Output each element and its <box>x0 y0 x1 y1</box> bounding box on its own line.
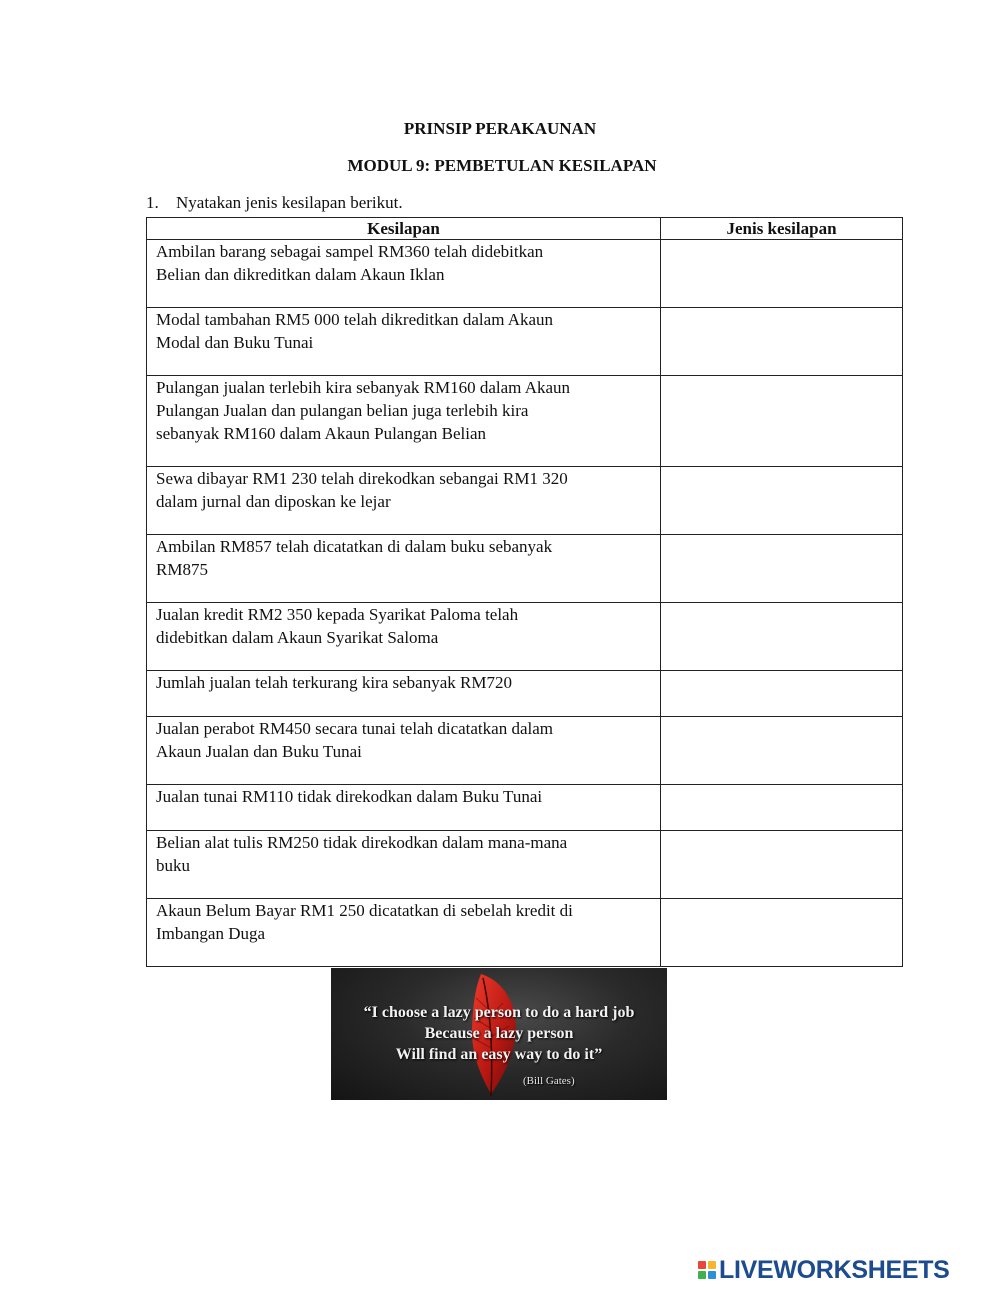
error-type-input[interactable] <box>661 852 902 878</box>
table-row <box>147 831 903 899</box>
table-row <box>147 240 903 308</box>
error-description-line: Ambilan barang sebagai sampel RM360 telah didebitkan <box>156 242 544 261</box>
table-row <box>147 671 903 717</box>
error-type-cell <box>661 240 903 308</box>
error-description-line: RM875 <box>156 560 208 579</box>
table-row <box>147 535 903 603</box>
column-header-jenis-kesilapan: Jenis kesilapan <box>661 218 903 240</box>
error-description-line: Sewa dibayar RM1 230 telah direkodkan sebangai RM1 320 <box>156 469 568 488</box>
error-type-cell <box>661 376 903 467</box>
error-type-input[interactable] <box>661 556 902 582</box>
error-description-line: didebitkan dalam Akaun Syarikat Saloma <box>156 628 439 647</box>
module-title: MODUL 9: PEMBETULAN KESILAPAN <box>347 156 657 175</box>
error-type-cell <box>661 308 903 376</box>
error-description-line: Belian dan dikreditkan dalam Akaun Iklan <box>156 265 445 284</box>
error-type-cell <box>661 467 903 535</box>
quote-line: Will find an easy way to do it” <box>395 1046 603 1063</box>
quote-line: Because a lazy person <box>424 1025 574 1042</box>
table-row <box>147 603 903 671</box>
table-header-row <box>147 218 903 240</box>
error-description <box>147 831 661 899</box>
error-description-line: Ambilan RM857 telah dicatatkan di dalam buku sebanyak <box>156 537 553 556</box>
table-row <box>147 785 903 831</box>
error-type-cell <box>661 603 903 671</box>
error-type-cell <box>661 899 903 967</box>
error-type-cell <box>661 717 903 785</box>
liveworksheets-logo-icon <box>698 1261 716 1279</box>
error-description <box>147 899 661 967</box>
error-type-input[interactable] <box>661 920 902 946</box>
error-description-line: Akaun Jualan dan Buku Tunai <box>156 742 362 761</box>
error-description-line: Pulangan Jualan dan pulangan belian juga terlebih kira <box>156 401 529 420</box>
table-row <box>147 376 903 467</box>
error-type-input[interactable] <box>661 488 902 514</box>
error-type-cell <box>661 785 903 831</box>
table-row <box>147 899 903 967</box>
error-type-cell <box>661 671 903 717</box>
error-type-input[interactable] <box>661 408 902 434</box>
error-description-line: Belian alat tulis RM250 tidak direkodkan dalam mana-mana <box>156 833 568 852</box>
error-description-line: Jualan tunai RM110 tidak direkodkan dalam Buku Tunai <box>156 787 543 806</box>
error-description-line: Imbangan Duga <box>156 924 266 943</box>
error-description <box>147 603 661 671</box>
error-type-input[interactable] <box>661 624 902 650</box>
column-header-kesilapan: Kesilapan <box>147 218 661 240</box>
error-description <box>147 717 661 785</box>
error-description <box>147 240 661 308</box>
errors-table <box>146 217 903 967</box>
question-number: 1. <box>146 193 159 212</box>
quote-image <box>331 968 667 1100</box>
error-description-line: dalam jurnal dan diposkan ke lejar <box>156 492 391 511</box>
error-description-line: Jualan kredit RM2 350 kepada Syarikat Paloma telah <box>156 605 519 624</box>
question-1 <box>146 193 403 213</box>
table-row <box>147 717 903 785</box>
error-type-input[interactable] <box>661 261 902 287</box>
quote-text <box>331 1002 667 1065</box>
error-type-input[interactable] <box>661 738 902 764</box>
question-text: Nyatakan jenis kesilapan berikut. <box>176 193 403 212</box>
error-description <box>147 671 661 717</box>
liveworksheets-brand <box>698 1257 950 1283</box>
error-description-line: Jumlah jualan telah terkurang kira sebanyak RM720 <box>156 673 512 692</box>
error-type-cell <box>661 831 903 899</box>
error-description-line: Modal dan Buku Tunai <box>156 333 314 352</box>
error-description-line: buku <box>156 856 190 875</box>
error-description-line: Pulangan jualan terlebih kira sebanyak RM160 dalam Akaun <box>156 378 571 397</box>
error-description <box>147 376 661 467</box>
error-type-input[interactable] <box>661 795 902 821</box>
table-row <box>147 308 903 376</box>
error-description-line: Modal tambahan RM5 000 telah dikreditkan dalam Akaun <box>156 310 554 329</box>
table-row <box>147 467 903 535</box>
page-title: PRINSIP PERAKAUNAN <box>403 119 597 138</box>
error-description-line: sebanyak RM160 dalam Akaun Pulangan Belian <box>156 424 487 443</box>
table-body <box>147 240 903 967</box>
error-type-input[interactable] <box>661 329 902 355</box>
error-description <box>147 308 661 376</box>
brand-text: LIVEWORKSHEETS <box>719 1255 950 1284</box>
error-type-input[interactable] <box>661 681 902 707</box>
quote-author: (Bill Gates) <box>523 1075 575 1087</box>
error-description <box>147 467 661 535</box>
error-description <box>147 785 661 831</box>
error-type-cell <box>661 535 903 603</box>
quote-line: “I choose a lazy person to do a hard job <box>363 1004 635 1021</box>
error-description-line: Akaun Belum Bayar RM1 250 dicatatkan di sebelah kredit di <box>156 901 573 920</box>
error-description-line: Jualan perabot RM450 secara tunai telah dicatatkan dalam <box>156 719 553 738</box>
error-description <box>147 535 661 603</box>
